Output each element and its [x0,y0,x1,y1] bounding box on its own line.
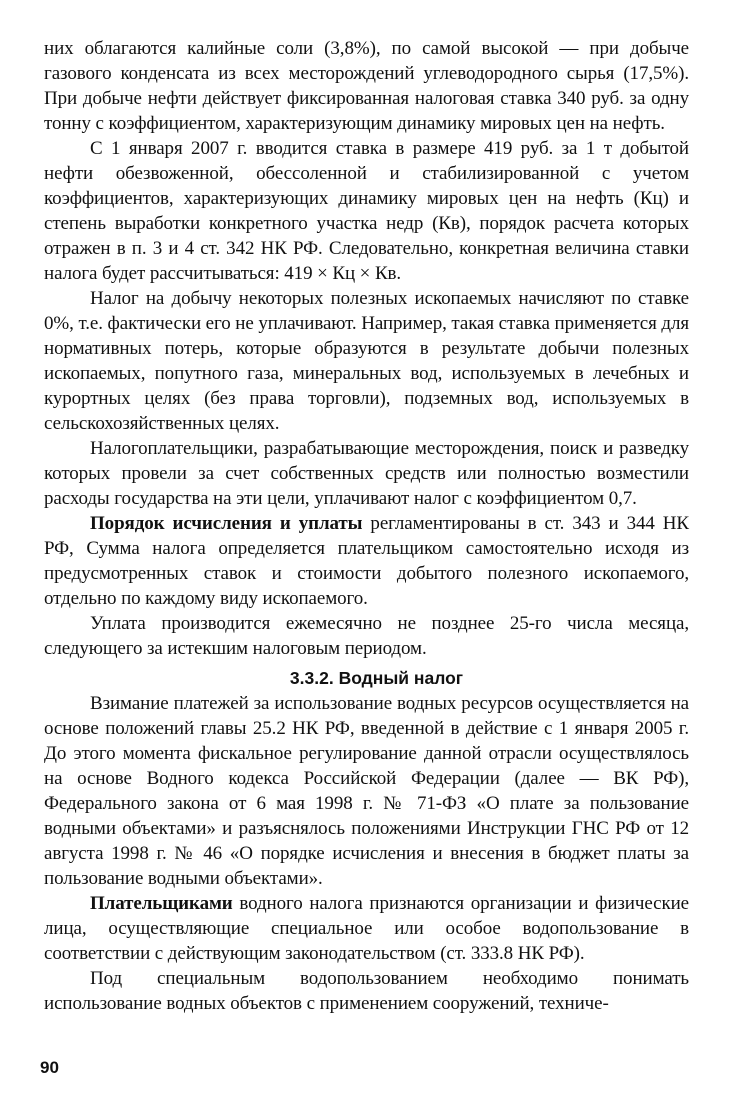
paragraph-calculation-order: Порядок исчисления и уплаты регламентированы в ст. 343 и 344 НК РФ, Сумма налога определяется плательщиком самостоятельно исходя из предусмотренных ставок и стоимости добытого полезного ископаемого, отдельно по каждому виду ископаемого. [44,513,690,609]
paragraph-water-tax-basis: Взимание платежей за использование водных ресурсов осуществляется на основе положений главы 25.2 НК РФ, введенной в действие с 1 января 2005 г. До этого момента фискальное регулирование данной отрасли осуществлялось на основе Водного кодекса Российской Федерации (далее — ВК РФ), Федерального закона от 6 мая 1998 г. № 71-ФЗ «О плате за пользование водными объектами» и разъяснялось положениями Инструкции ГНС РФ от 12 августа 1998 г. № 46 «О порядке исчисления и внесения в бюджет платы за пользование водными объектами». [44,693,689,889]
paragraph-continuation: них облагаются калийные соли (3,8%), по самой высокой — при добыче газового конденсата из всех месторождений углеводородного сырья (17,5%). При добыче нефти действует фиксированная налоговая ставка 340 руб. за одну тонну с коэффициентом, характеризующим динамику мировых цен на нефть. [44,38,689,134]
section-heading: 3.3.2. Водный налог [289,668,464,688]
paragraph-special-water-use: Под специальным водопользованием необходимо понимать использование водных объектов с применением сооружений, техниче- [44,968,689,1014]
paragraph-payment-deadline: Уплата производится ежемесячно не позднее 25-го числа месяца, следующего за истекшим налоговым периодом. [44,613,689,659]
paragraph-water-tax-payers: Плательщиками водного налога признаются организации и физические лица, осуществляющие специальное или особое водопользование в соответствии с действующим законодательством (ст. 333.8 НК РФ). [44,893,689,964]
paragraph-oil-rate-2007: С 1 января 2007 г. вводится ставка в размере 419 руб. за 1 т добытой нефти обезвоженной, обессоленной и стабилизированной с учетом коэффициентов, характеризующих динамику мировых цен на нефть (Кц) и степень выработки конкретного участка недр (Кв), порядок расчета которых отражен в п. 3 и 4 ст. 342 НК РФ. Следовательно, конкретная величина ставки налога будет рассчитываться: 419 × Кц × Кв. [44,138,689,284]
page-number: 90 [40,1058,59,1077]
bold-term-calculation-order: Порядок исчисления и уплаты [90,513,363,534]
bold-term-payers: Плательщиками [90,893,233,914]
paragraph-coefficient: Налогоплательщики, разрабатывающие месторождения, поиск и разведку которых провели за счет собственных средств или полностью возместили расходы государства на эти цели, уплачивают налог с коэффициентом 0,7. [44,438,689,509]
page-body [44,36,689,1016]
paragraph-zero-rate: Налог на добычу некоторых полезных ископаемых начисляют по ставке 0%, т.е. фактически его не уплачивают. Например, такая ставка применяется для нормативных потерь, которые образуются в результате добычи полезных ископаемых, попутного газа, минеральных вод, используемых в лечебных и курортных целях (без права торговли), подземных вод, используемых в сельскохозяйственных целях. [44,288,689,434]
